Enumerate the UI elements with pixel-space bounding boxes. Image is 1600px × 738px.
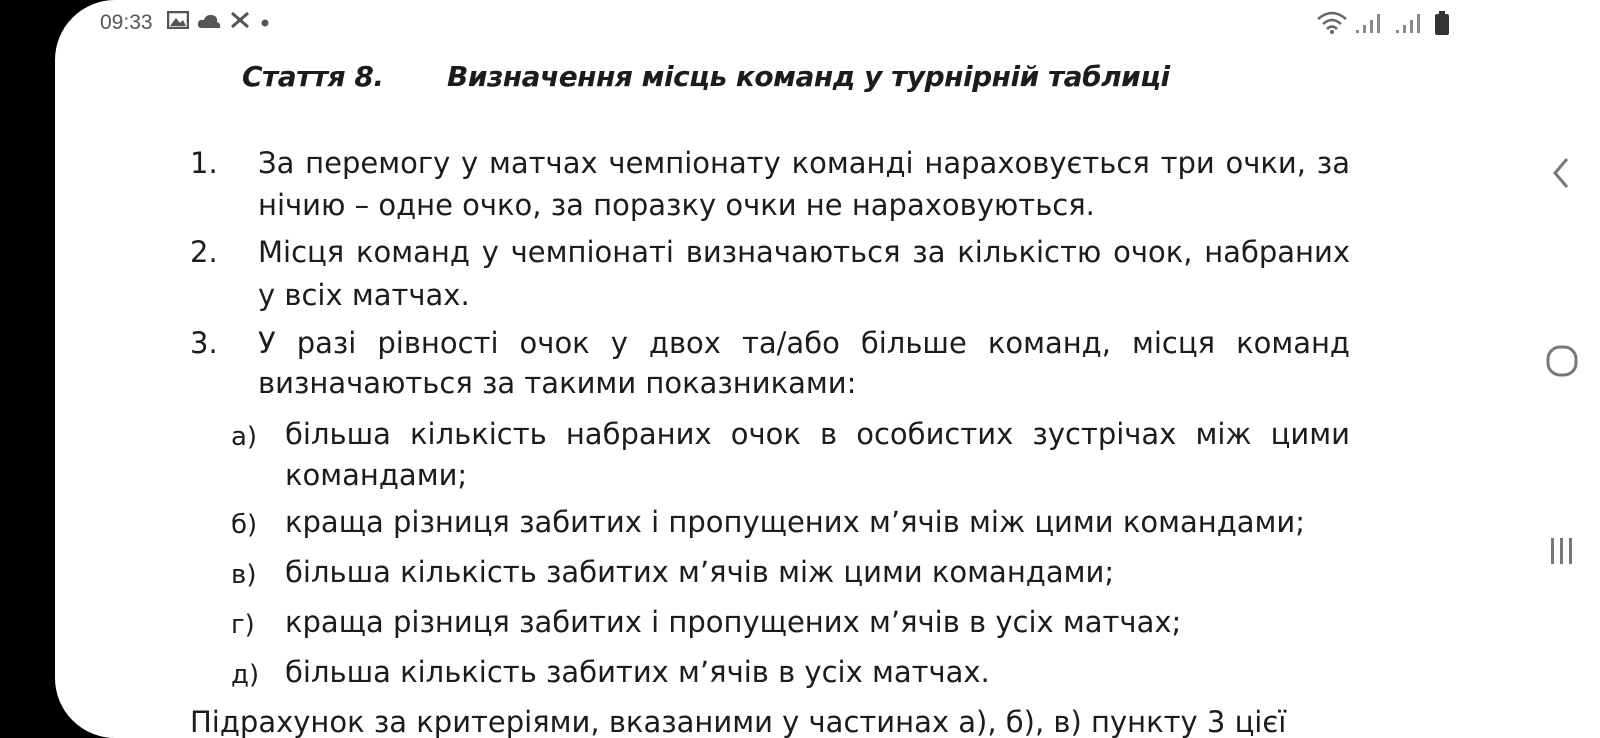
battery-icon bbox=[1434, 10, 1450, 40]
item-number: 2. bbox=[190, 235, 218, 269]
home-icon bbox=[1544, 343, 1580, 383]
recents-icon bbox=[1544, 533, 1580, 573]
back-icon bbox=[1550, 155, 1574, 195]
subitem-line: більша кількість набраних очок в особистих зустрічах між цими bbox=[285, 417, 1350, 451]
subitem-letter: а) bbox=[231, 422, 258, 452]
cut-off-line: Підрахунок за критеріями, вказаними у частинах а), б), в) пункту 3 цієї bbox=[190, 705, 1287, 738]
subitem-line: більша кількість забитих м’ячів в усіх матчах. bbox=[285, 655, 990, 689]
subitem-letter: б) bbox=[231, 510, 258, 540]
home-button[interactable] bbox=[1542, 343, 1582, 383]
wifi-icon bbox=[1316, 11, 1348, 39]
subitem-letter: г) bbox=[231, 610, 255, 640]
status-indicators bbox=[1316, 10, 1450, 40]
subitem-line: командами; bbox=[285, 458, 468, 492]
article-title: Визначення місць команд у турнірній таблиці bbox=[447, 60, 1170, 93]
signal-icon bbox=[1394, 12, 1428, 38]
subitem-line: краща різниця забитих і пропущених м’ячів між цими командами; bbox=[285, 505, 1306, 539]
item-number: 1. bbox=[190, 146, 218, 180]
recents-button[interactable] bbox=[1542, 533, 1582, 573]
item-line: нічию – одне очко, за поразку очки не нараховуються. bbox=[258, 188, 1095, 222]
phone-screen bbox=[55, 0, 1600, 738]
subitem-line: краща різниця забитих і пропущених м’ячів в усіх матчах; bbox=[285, 605, 1182, 639]
item-line: у всіх матчах. bbox=[258, 278, 470, 312]
dot-icon bbox=[259, 11, 271, 35]
signal-icon bbox=[1354, 12, 1388, 38]
sync-icon bbox=[229, 10, 251, 36]
image-icon bbox=[167, 11, 189, 35]
article-heading bbox=[242, 60, 1170, 93]
item-line: Місця команд у чемпіонаті визначаються за кількістю очок, набраних bbox=[258, 235, 1350, 269]
status-bar bbox=[100, 8, 271, 38]
cloud-icon bbox=[197, 11, 221, 35]
subitem-line: більша кількість забитих м’ячів між цими командами; bbox=[285, 555, 1115, 589]
back-button[interactable] bbox=[1542, 155, 1582, 195]
item-number: 3. bbox=[190, 326, 218, 360]
subitem-letter: д) bbox=[231, 660, 260, 690]
item-line: визначаються за такими показниками: bbox=[258, 366, 857, 400]
article-label: Стаття 8. bbox=[242, 60, 384, 93]
subitem-letter: в) bbox=[231, 560, 257, 590]
item-line: За перемогу у матчах чемпіонату команді нараховується три очки, за bbox=[258, 146, 1350, 180]
status-time: 09:33 bbox=[100, 11, 153, 34]
item-line: У разі рівності очок у двох та/або більше команд, місця команд bbox=[258, 326, 1350, 360]
